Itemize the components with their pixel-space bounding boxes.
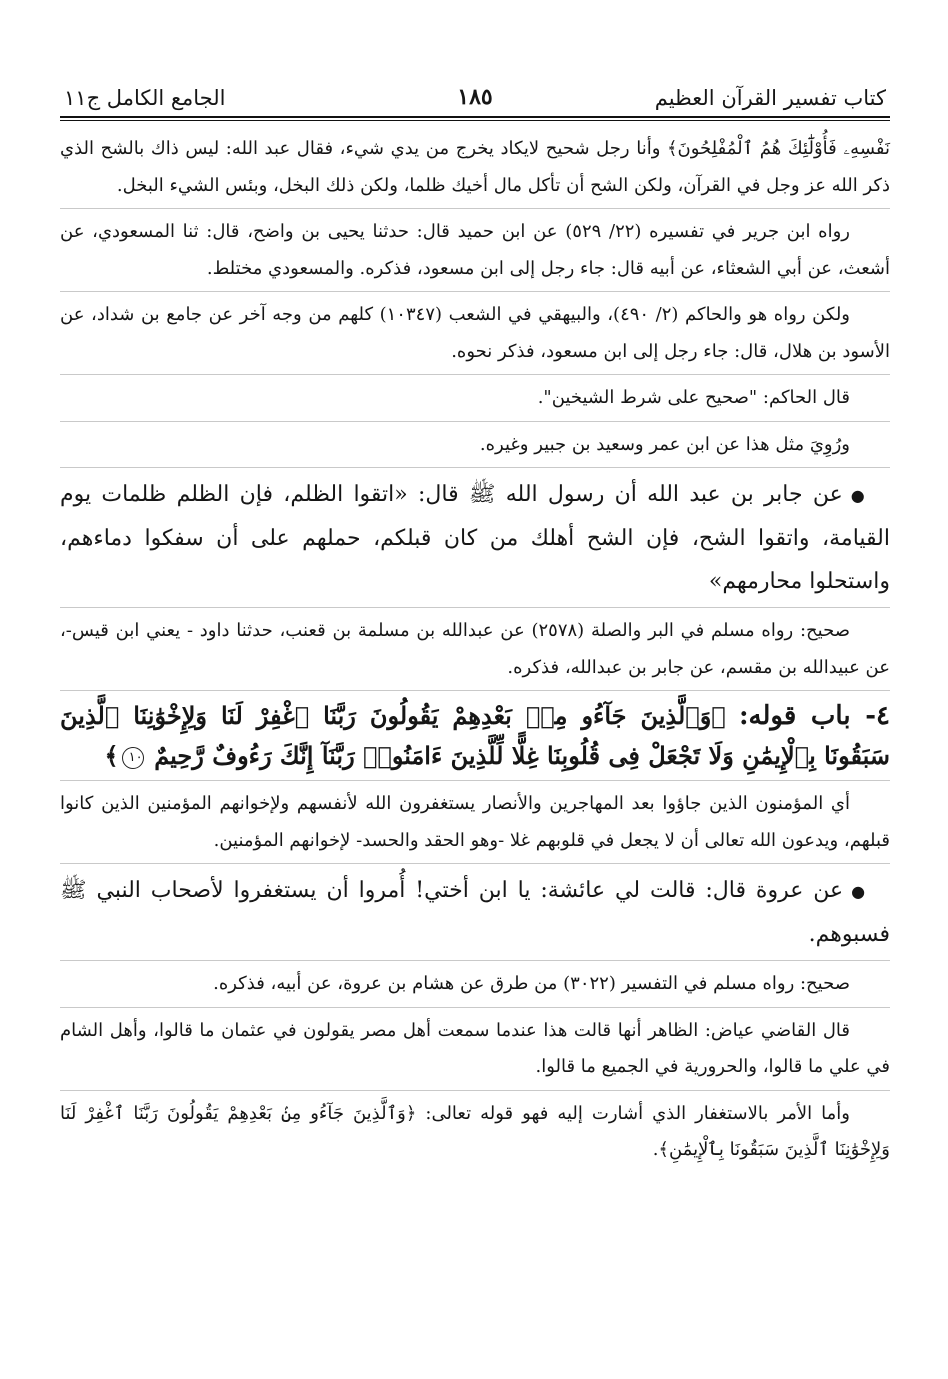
- paragraph-text: صحيح: رواه مسلم في التفسير (٣٠٢٢) من طرق عن هشام بن عروة، عن أبيه، فذكره.: [213, 973, 850, 994]
- paragraph-hadith-continuation: [60, 131, 890, 204]
- paragraph-text: قال الحاكم: "صحيح على شرط الشيخين".: [537, 387, 850, 408]
- paragraph-text: ولكن رواه هو والحاكم (٢/ ٤٩٠)، والبيهقي في الشعب (١٠٣٤٧) كلهم من وجه آخر عن جامع بن شداد، عن الأسود بن هلال، قال: جاء رجل إلى ابن مسعود، فذكر نحوه.: [60, 304, 890, 362]
- paragraph-text: وأما الأمر بالاستغفار الذي أشارت إليه فهو قوله تعالى: ﴿وَٱلَّذِينَ جَآءُو مِنۢ بَعْدِهِمْ يَقُولُونَ رَبَّنَا ٱغْفِرْ لَنَا وَلِإِخْوَٰنِنَا ٱلَّذِينَ سَبَقُونَا بِٱلْإِيمَٰنِ﴾.: [60, 1102, 890, 1160]
- paragraph-divider: [60, 607, 890, 608]
- paragraph-divider: [60, 208, 890, 209]
- paragraph-hadith-urwa: [60, 869, 890, 956]
- paragraph-divider: [60, 467, 890, 468]
- verse-close-bracket: ﴾: [104, 741, 119, 770]
- header-rule: [60, 116, 890, 121]
- paragraph-takhrij-hakim: [60, 297, 890, 370]
- paragraph-takhrij-ibn-jarir: [60, 214, 890, 287]
- chapter-label: ٤- باب قوله:: [738, 701, 890, 731]
- paragraph-verse-explanation: [60, 786, 890, 859]
- paragraph-text: نَفْسِهِۦ فَأُوْلَٰٓئِكَ هُمُ ٱلْمُفْلِحُونَ﴾ وأنا رجل شحيح لايكاد يخرج من يدي شيء، فقال عبد الله: ليس ذاك بالشح الذي ذكر الله عز وجل في القرآن، ولكن الشح أن تأكل مال أخيك ظلما، ولكن ذلك البخل، وبئس الشيء البخل.: [60, 138, 890, 196]
- paragraph-divider: [60, 780, 890, 781]
- paragraph-text: صحيح: رواه مسلم في البر والصلة (٢٥٧٨) عن عبدالله بن مسلمة بن قعنب، حدثنا داود - يعني ابن قيس-، عن عبيدالله بن مقسم، عن جابر بن عبدالله، فذكره.: [60, 620, 890, 678]
- book-page: [60, 66, 890, 1169]
- paragraph-hakim-grading: [60, 380, 890, 417]
- paragraph-divider: [60, 690, 890, 691]
- paragraph-istighfar-verse: [60, 1096, 890, 1169]
- paragraph-text: عن عروة قال: قالت لي عائشة: يا ابن أختي! أُمروا أن يستغفروا لأصحاب النبي ﷺ فسبوهم.: [60, 878, 890, 947]
- paragraph-text: رواه ابن جرير في تفسيره (٢٢/ ٥٢٩) عن ابن حميد قال: حدثنا يحيى بن واضح، قال: ثنا المسعودي، عن أشعث، عن أبي الشعثاء، عن أبيه قال: جاء رجل إلى ابن مسعود، فذكره. والمسعودي مختلط.: [60, 221, 890, 279]
- paragraph-divider: [60, 1090, 890, 1091]
- paragraph-text: ورُوِيَ مثل هذا عن ابن عمر وسعيد بن جبير وغيره.: [479, 433, 850, 455]
- paragraph-qadi-iyad: [60, 1013, 890, 1086]
- paragraph-divider: [60, 863, 890, 864]
- running-header: [60, 66, 890, 116]
- paragraph-similar-reports: [60, 427, 890, 464]
- paragraph-divider: [60, 1007, 890, 1008]
- chapter-heading: [60, 696, 890, 776]
- bullet-icon: ●: [850, 486, 869, 505]
- bullet-icon: ●: [851, 882, 868, 901]
- chapter-verse: ﴿وَٱلَّذِينَ جَآءُو مِنۢ بَعْدِهِمْ يَقُولُونَ رَبَّنَا ٱغْفِرْ لَنَا وَلِإِخْوَٰنِنَا ٱلَّذِينَ سَبَقُونَا بِٱلْإِيمَٰنِ وَلَا تَجْعَلْ فِى قُلُوبِنَا غِلًّا لِّلَّذِينَ ءَامَنُوا۟ رَبَّنَآ إِنَّكَ رَءُوفٌ رَّحِيمٌ: [60, 701, 890, 770]
- paragraph-takhrij-muslim-birr: [60, 613, 890, 686]
- ayah-number-marker: ١٠: [122, 747, 144, 769]
- paragraph-text: عن جابر بن عبد الله أن رسول الله ﷺ قال: «اتقوا الظلم، فإن الظلم ظلمات يوم القيامة، واتقوا الشح، فإن الشح أهلك من كان قبلكم، حملهم على أن سفكوا دماءهم، واستحلوا محارمهم»: [60, 482, 890, 594]
- paragraph-divider: [60, 374, 890, 375]
- page-number: ١٨٥: [457, 84, 493, 110]
- paragraph-hadith-jabir: [60, 473, 890, 603]
- paragraph-text: قال القاضي عياض: الظاهر أنها قالت هذا عندما سمعت أهل مصر يقولون في عثمان ما قالوا، وأهل الشام في علي ما قالوا، والحرورية في الجميع ما قالوا.: [60, 1019, 890, 1077]
- paragraph-divider: [60, 960, 890, 961]
- volume-title: الجامع الكامل ج١١: [64, 86, 226, 110]
- book-title: كتاب تفسير القرآن العظيم: [654, 86, 886, 110]
- paragraph-divider: [60, 421, 890, 422]
- paragraph-divider: [60, 291, 890, 292]
- paragraph-text: أي المؤمنون الذين جاؤوا بعد المهاجرين والأنصار يستغفرون الله لأنفسهم ولإخوانهم المؤمنين الذين كانوا قبلهم، ويدعون الله تعالى أن لا يجعل في قلوبهم غلا -وهو الحقد والحسد- لإخوانهم المؤمنين.: [60, 793, 890, 851]
- paragraph-takhrij-muslim-tafsir: [60, 966, 890, 1003]
